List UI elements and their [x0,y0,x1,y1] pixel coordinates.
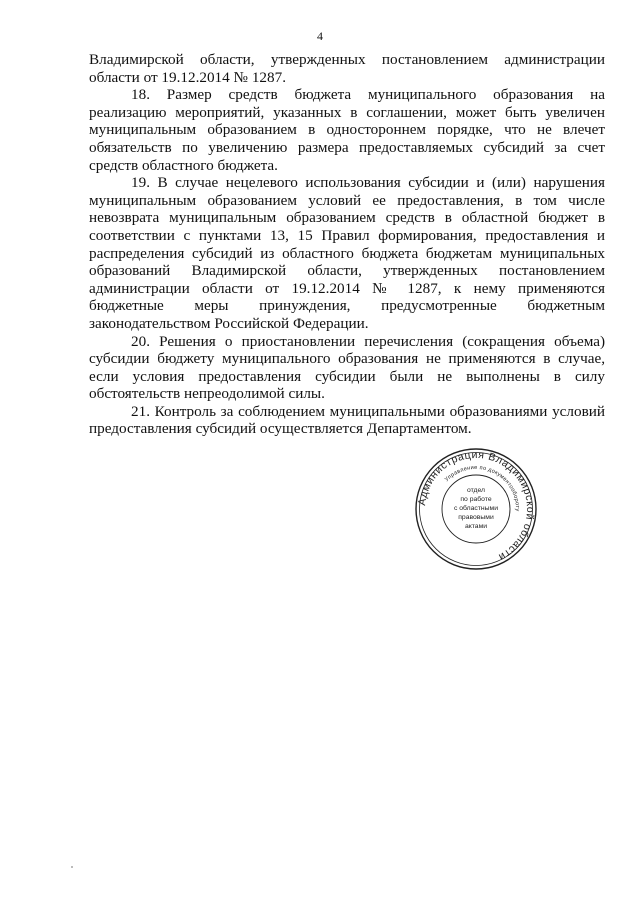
stamp-center-line: правовыми [458,514,494,521]
paragraph-18: 18. Размер средств бюджета муниципального образования на реализацию мероприятий, указанных в соглашении, может быть увеличен муниципальным образованием в одностороннем порядке, что не влечет обязательств по увеличению размера предоставляемых субсидий за счет средств областного бюджета. [89,86,605,174]
page-number: 4 [317,29,323,43]
stamp-center-line: актами [464,523,488,530]
official-stamp [414,447,538,571]
paragraph-20: 20. Решения о приостановлении перечисления (сокращения объема) субсидии бюджету муниципального образования не применяются в случае, если условия предоставления субсидии были не выполнены в силу обстоятельств непреодолимой силы. [89,332,605,403]
paragraph-19: 19. В случае нецелевого использования субсидии и (или) нарушения муниципальным образованием условий ее предоставления, в том числе невозврата муниципальным образованием средств в областной бюджет в соответствии с пунктами 13, 15 Правил формирования, предоставления и распределения субсидий из областного бюджета бюджетам муниципальных образований Владимирской области, утвержденных постановлением администрации области от 19.12.2014 № 1287, к нему применяются бюджетные меры принуждения, предусмотренные бюджетным законодательством Российской Федерации. [89,174,605,332]
stamp-outer-text: Администрация Владимирской области [416,448,537,564]
document-body [89,51,605,438]
paragraph-continuation: Владимирской области, утвержденных постановлением администрации области от 19.12.2014 № 1287. [89,51,605,86]
paragraph-21: 21. Контроль за соблюдением муниципальными образованиями условий предоставления субсидий осуществляется Департаментом. [89,402,605,438]
scan-speck [71,866,73,868]
stamp-inner-text: Управление по документообороту [444,464,521,512]
stamp-center-line: с областными [453,505,499,512]
stamp-center-line: по работе [460,496,492,503]
stamp-center-line: отдел [466,487,486,494]
